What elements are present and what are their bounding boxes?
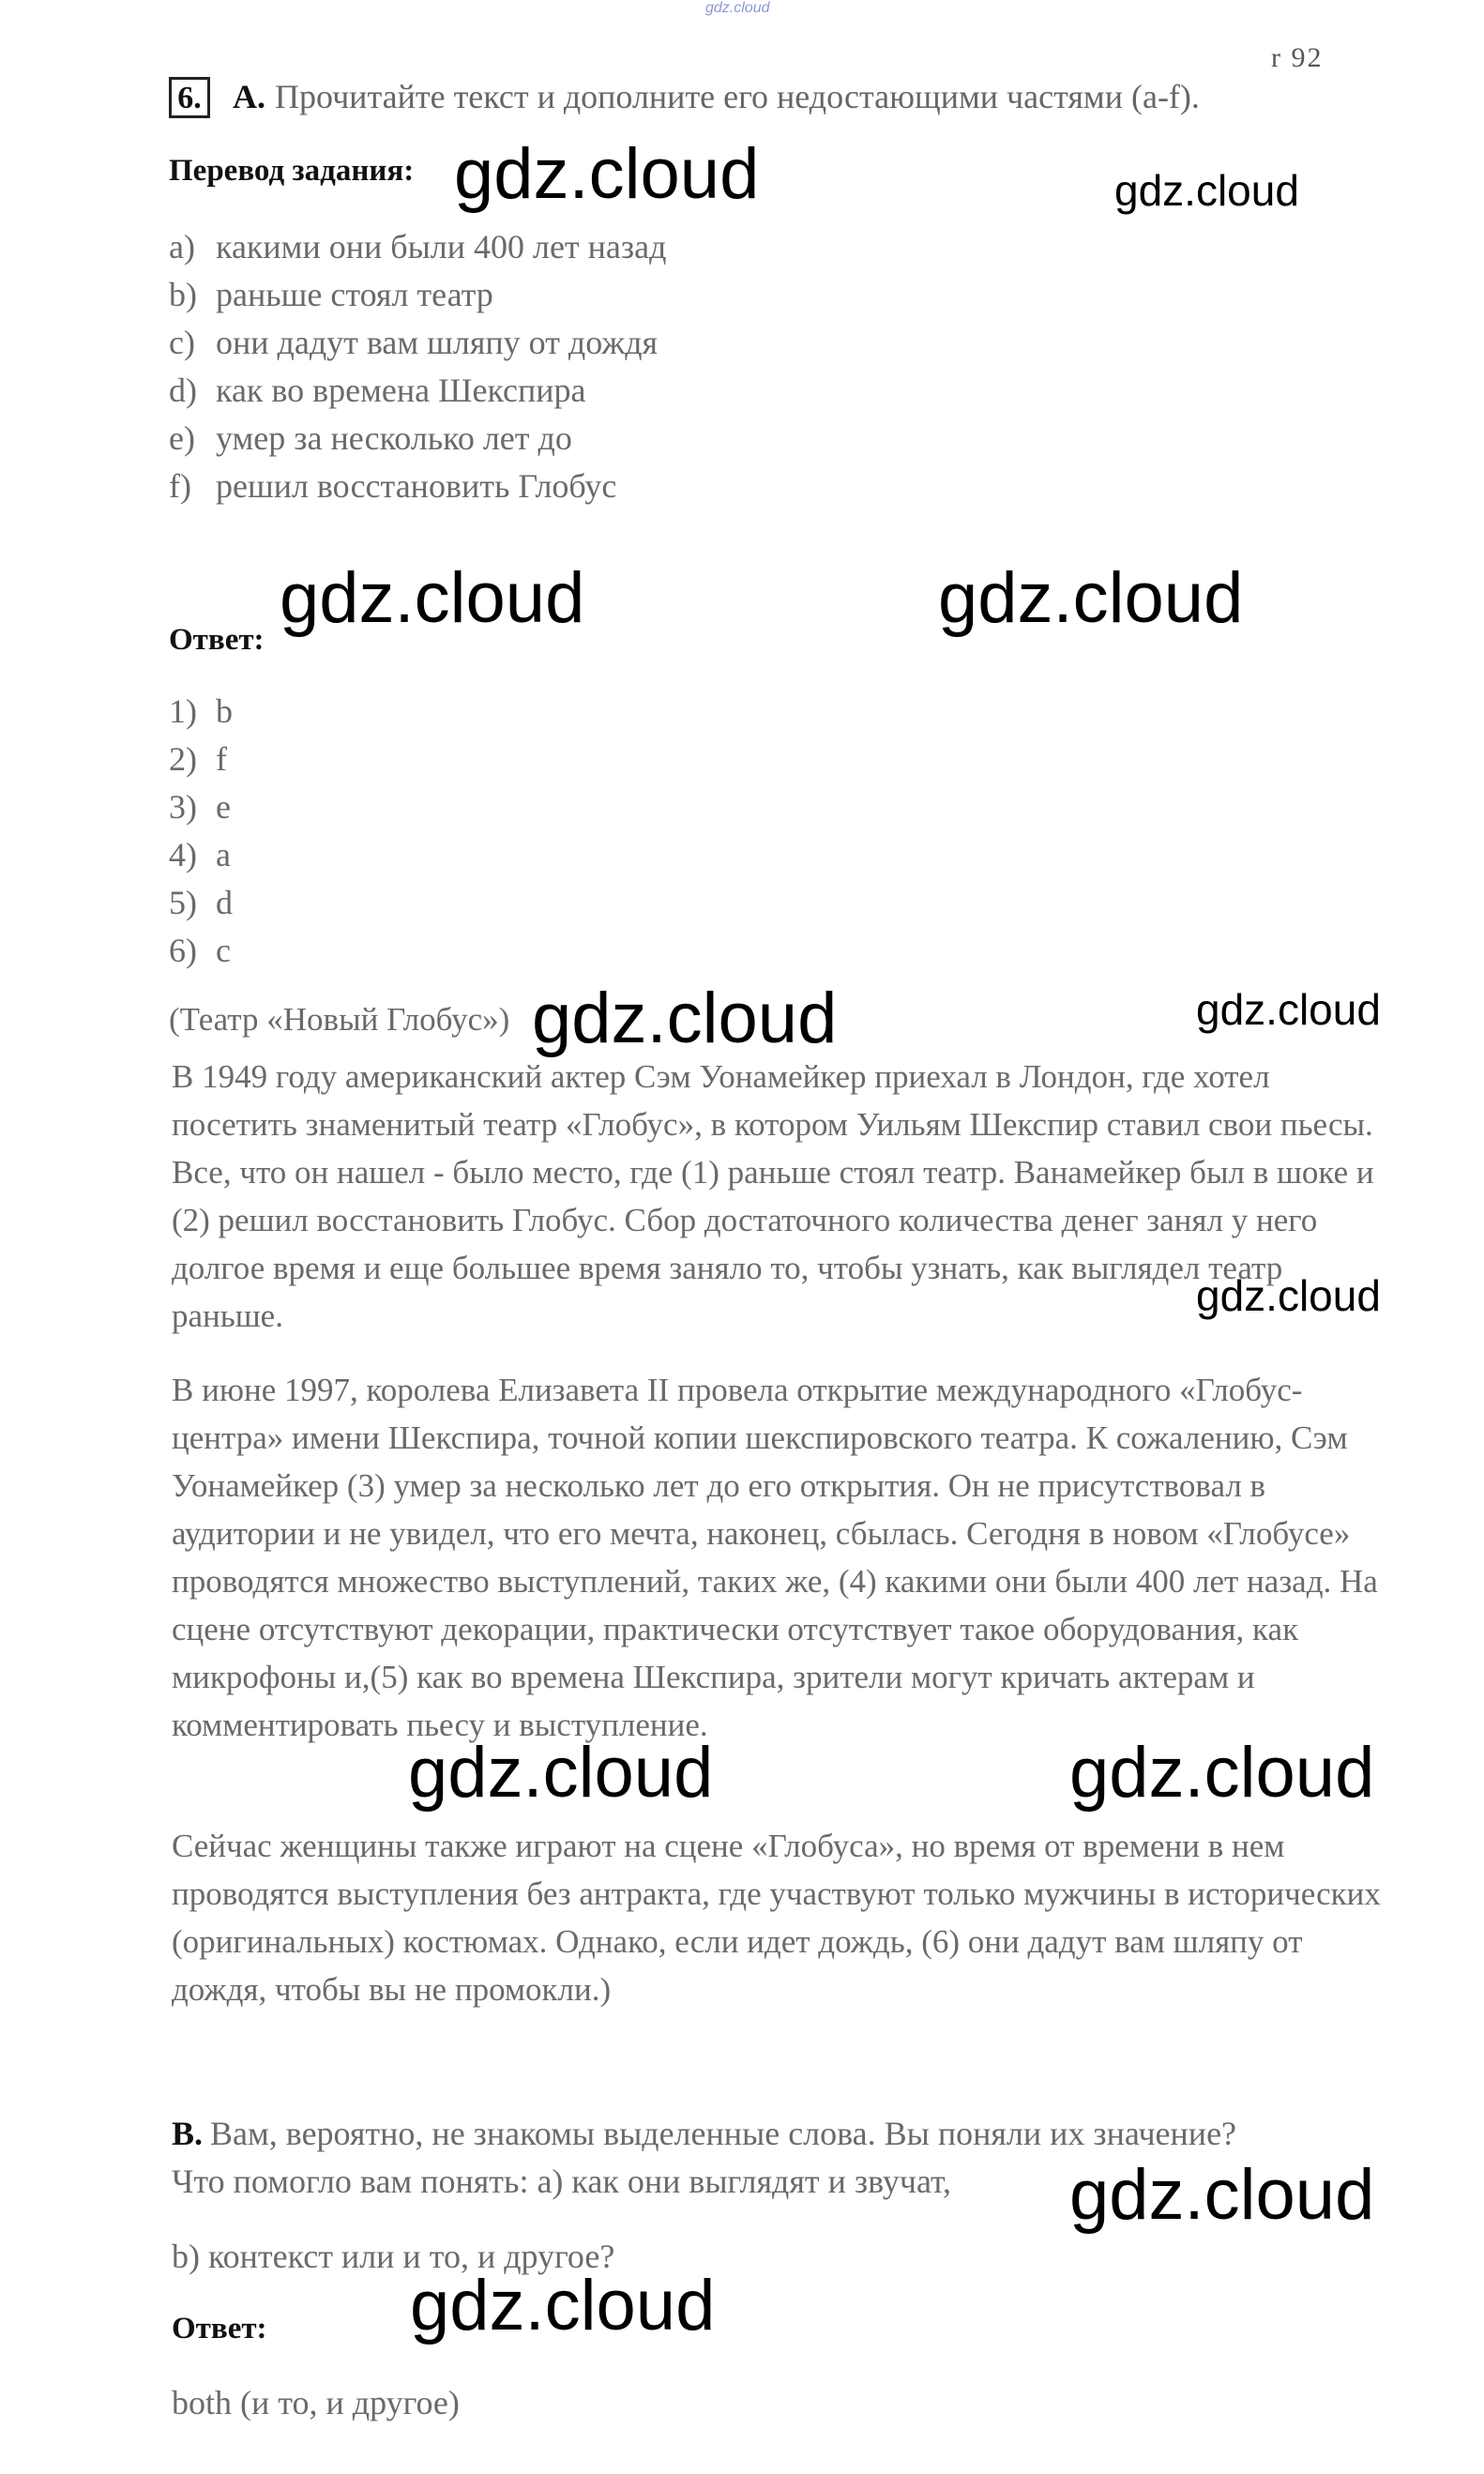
watermark: gdz.cloud — [1069, 2155, 1375, 2235]
list-item: e) умер за несколько лет до — [169, 419, 572, 457]
watermark: gdz.cloud — [1069, 1733, 1375, 1813]
paragraph-3: Сейчас женщины также играют на сцене «Глобуса», но время от времени в нем проводятся выступления без антракта, где участвуют только мужчины в исторических (оригинальных) костюмах. Однако, если идет дождь, (6) они дадут вам шляпу от дождя, чтобы вы не промокли.) — [172, 1828, 1381, 2008]
answer-heading: Ответ: — [169, 623, 265, 657]
text-title: (Театр «Новый Глобус») — [169, 1001, 510, 1038]
watermark: gdz.cloud — [1196, 985, 1381, 1034]
watermark: gdz.cloud — [532, 979, 838, 1058]
list-item: f) решил восстановить Глобус — [169, 467, 617, 505]
watermark: gdz.cloud — [1114, 166, 1299, 215]
list-item: 6) c — [169, 932, 231, 969]
list-item: 2) f — [169, 740, 227, 778]
list-item: d) как во времена Шекспира — [169, 372, 586, 409]
list-item: 1) b — [169, 692, 233, 730]
list-item: c) они дадут вам шляпу от дождя — [169, 324, 659, 361]
answers-list — [169, 688, 233, 975]
section-b-answer: both (и то, и другое) — [172, 2384, 460, 2421]
top-watermark: gdz.cloud — [705, 0, 770, 16]
task-text: Прочитайте текст и дополните его недостающими частями (a-f). — [275, 78, 1200, 115]
list-item: 3) e — [169, 788, 231, 826]
translation-heading: Перевод задания: — [169, 154, 415, 188]
section-b-line3: b) контекст или и то, и другое? — [172, 2238, 615, 2275]
section-b-line1: B. Вам, вероятно, не знакомы выделенные слова. Вы поняли их значение? — [172, 2115, 1237, 2152]
watermark: gdz.cloud — [454, 134, 760, 214]
task-letter: A. — [233, 78, 265, 115]
task-number: 6. — [169, 77, 210, 118]
watermark: gdz.cloud — [938, 558, 1244, 638]
list-item: a) какими они были 400 лет назад — [169, 228, 667, 266]
list-item: 5) d — [169, 884, 233, 921]
list-item: 4) a — [169, 836, 231, 873]
section-b-answer-heading: Ответ: — [172, 2312, 267, 2345]
list-item: b) раньше стоял театр — [169, 276, 493, 313]
section-b-line2: Что помогло вам понять: a) как они выглядят и звучат, — [172, 2163, 952, 2200]
task-instruction — [233, 77, 1200, 116]
page-corner-mark: r 92 — [1271, 42, 1324, 73]
paragraph-1: В 1949 году американский актер Сэм Уонамейкер приехал в Лондон, где хотел посетить знаменитый театр «Глобус», в котором Уильям Шекспир ставил свои пьесы. Все, что он нашел - было место, где (1) раньше стоял театр. Ванамейкер был в шоке и (2) решил восстановить Глобус. Сбор достаточного количества денег занял у него долгое время и еще большее время заняло то, чтобы узнать, как выглядел театр раньше. — [172, 1058, 1374, 1334]
watermark: gdz.cloud — [410, 2266, 716, 2345]
watermark: gdz.cloud — [1196, 1271, 1381, 1320]
watermark: gdz.cloud — [280, 558, 585, 638]
paragraph-2: В июне 1997, королева Елизавета II провела открытие международного «Глобус-центра» имени Шекспира, точной копии шекспировского театра. К сожалению, Сэм Уонамейкер (3) умер за несколько лет до его открытия. Он не присутствовал в аудитории и не увидел, что его мечта, наконец, сбылась. Сегодня в новом «Глобусе» проводятся множество выступлений, таких же, (4) какими они были 400 лет назад. На сцене отсутствуют декорации, практически отсутствует такое оборудования, как микрофоны и,(5) как во времена Шекспира, зрители могут кричать актерам и комментировать пьесу и выступление. — [172, 1372, 1378, 1743]
watermark: gdz.cloud — [408, 1733, 714, 1813]
options-list — [169, 223, 666, 510]
